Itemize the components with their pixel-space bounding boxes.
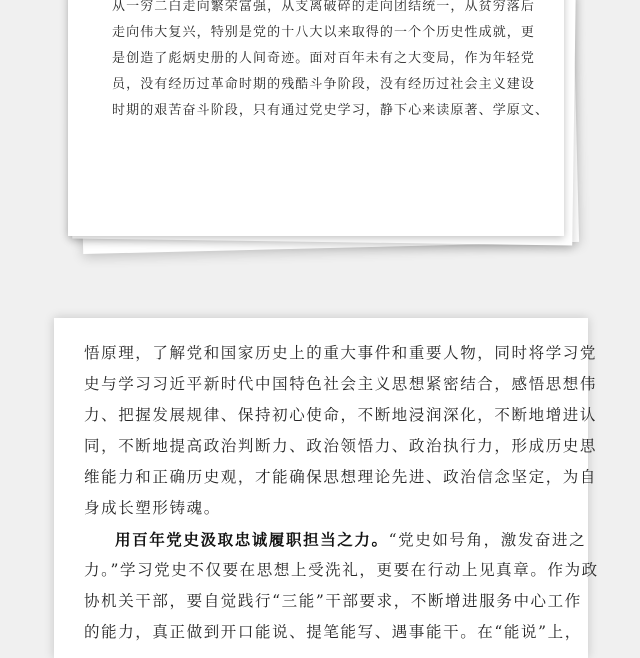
paragraph-text: “党史如号角，激发奋进之 [388,531,587,549]
document-page-top [68,0,564,236]
text-line: 是创造了彪炳史册的人间奇迹。面对百年未有之大变局，作为年轻党 [112,51,536,66]
text-line: 悟原理，了解党和国家历史上的重大事件和重要人物，同时将学习党 [84,344,598,362]
text-line: 员，没有经历过革命时期的残酷斗争阶段，没有经历过社会主义建设 [112,77,536,92]
text-line: 史与学习习近平新时代中国特色社会主义思想紧密结合，感悟思想伟 [84,375,598,393]
text-line: 的能力，真正做到开口能说、提笔能写、遇事能干。在“能说”上， [84,623,582,641]
paragraph-first-line [84,524,587,555]
text-line: 走向伟大复兴，特别是党的十八大以来取得的一个个历史性成就，更 [112,25,536,40]
text-line: 力。”学习党史不仅要在思想上受洗礼，更要在行动上见真章。作为政 [84,561,599,579]
paragraph-heading: 用百年党史汲取忠诚履职担当之力。 [115,530,389,549]
text-line: 同，不断地提高政治判断力、政治领悟力、政治执行力，形成历史思 [84,437,598,455]
page-text-block [84,338,599,648]
page-text-block [112,0,550,124]
document-page-bottom [54,318,599,658]
text-line: 维能力和正确历史观，才能确保思想理论先进、政治信念坚定，为自 [84,468,598,486]
text-line: 协机关干部，要自觉践行“三能”干部要求，不断增进服务中心工作 [84,592,582,610]
text-line: 从一穷二白走向繁荣富强，从支离破碎的走向团结统一，从贫穷落后 [112,0,536,14]
text-line: 力、把握发展规律、保持初心使命，不断地浸润深化，不断地增进认 [84,406,598,424]
text-line: 时期的艰苦奋斗阶段，只有通过党史学习，静下心来读原著、学原文、 [112,103,550,118]
text-line: 身成长塑形铸魂。 [84,499,221,517]
